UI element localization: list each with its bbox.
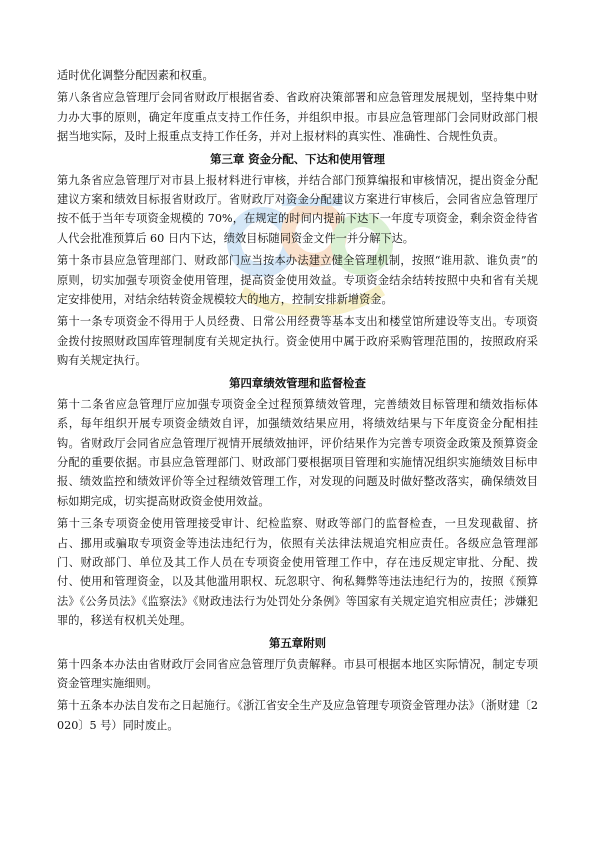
article-14: 第十四条本办法由省财政厅会同省应急管理厅负责解释。市县可根据本地区实际情况，制定专项资金管理实施细则。 — [57, 657, 538, 690]
article-8: 第八条省应急管理厅会同省财政厅根据省委、省政府决策部署和应急管理发展规划，坚持集中财力办大事的原则，确定年度重点支持工作任务，并组织申报。市县应急管理部门会同财政部门根据当地实际，及时上报重点支持工作任务，并对上报材料的真实性、准确性、合规性负责。 — [57, 91, 538, 144]
article-15: 第十五条本办法自发布之日起施行。《浙江省安全生产及应急管理专项资金管理办法》（浙财建〔2020〕5 号）同时废止。 — [57, 699, 538, 732]
document-body — [57, 66, 538, 738]
article-10: 第十条市县应急管理部门、财政部门应当按本办法建立健全管理机制，按照“谁用款、谁负责”的原则，切实加强专项资金使用管理，提高资金使用效益。专项资金结余结转按照中央和省有关规定安排使用，对结余结转资金规模较大的地方，控制安排新增资金。 — [57, 254, 538, 307]
article-11: 第十一条专项资金不得用于人员经费、日常公用经费等基本支出和楼堂馆所建设等支出。专项资金拨付按照财政国库管理制度有关规定执行。资金使用中属于政府采购管理范围的，按照政府采购有关规定执行。 — [57, 315, 538, 368]
article-13: 第十三条专项资金使用管理接受审计、纪检监察、财政等部门的监督检查，一旦发现截留、挤占、挪用或骗取专项资金等违法违纪行为，依照有关法律法规追究相应责任。各级应急管理部门、财政部门、单位及其工作人员在专项资金使用管理工作中，存在违反规定审批、分配、拨付、使用和管理资金，以及其他滥用职权、玩忽职守、徇私舞弊等违法违纪行为的，按照《预算法》《公务员法》《监察法》《财政违法行为处罚处分条例》等国家有关规定追究相应责任；涉嫌犯罪的，移送有权机关处理。 — [57, 517, 538, 628]
chapter-3-heading: 第三章 资金分配、下达和使用管理 — [210, 151, 385, 166]
chapter-4-heading: 第四章绩效管理和监督检查 — [229, 375, 366, 390]
article-9: 第九条省应急管理厅对市县上报材料进行审核，并结合部门预算编报和审核情况，提出资金分配建议方案和绩效目标报省财政厅。省财政厅对资金分配建议方案进行审核后，会同省应急管理厅按不低于当年专项资金规模的 70%，在规定的时间内提前下达下一年度专项资金，剩余资金待省人代会批准预算后 60 日内下达，绩效目标随同资金文件一并分解下达。 — [57, 173, 538, 245]
chapter-5-heading: 第五章附则 — [269, 635, 326, 650]
article-12: 第十二条省应急管理厅应加强专项资金全过程预算绩效管理，完善绩效目标管理和绩效指标体系，每年组织开展专项资金绩效自评，加强绩效结果应用，将绩效结果与下年度资金分配相挂钩。省财政厅会同省应急管理厅视情开展绩效抽评，评价结果作为完善专项资金政策及预算资金分配的重要依据。市县应急管理部门、财政部门要根据项目管理和实施情况组织实施绩效目标申报、绩效监控和绩效评价等全过程绩效管理工作，对发现的问题及时做好整改落实，确保绩效目标如期完成，切实提高财政资金使用效益。 — [57, 397, 538, 508]
paragraph-continuation: 适时优化调整分配因素和权重。 — [57, 69, 214, 82]
